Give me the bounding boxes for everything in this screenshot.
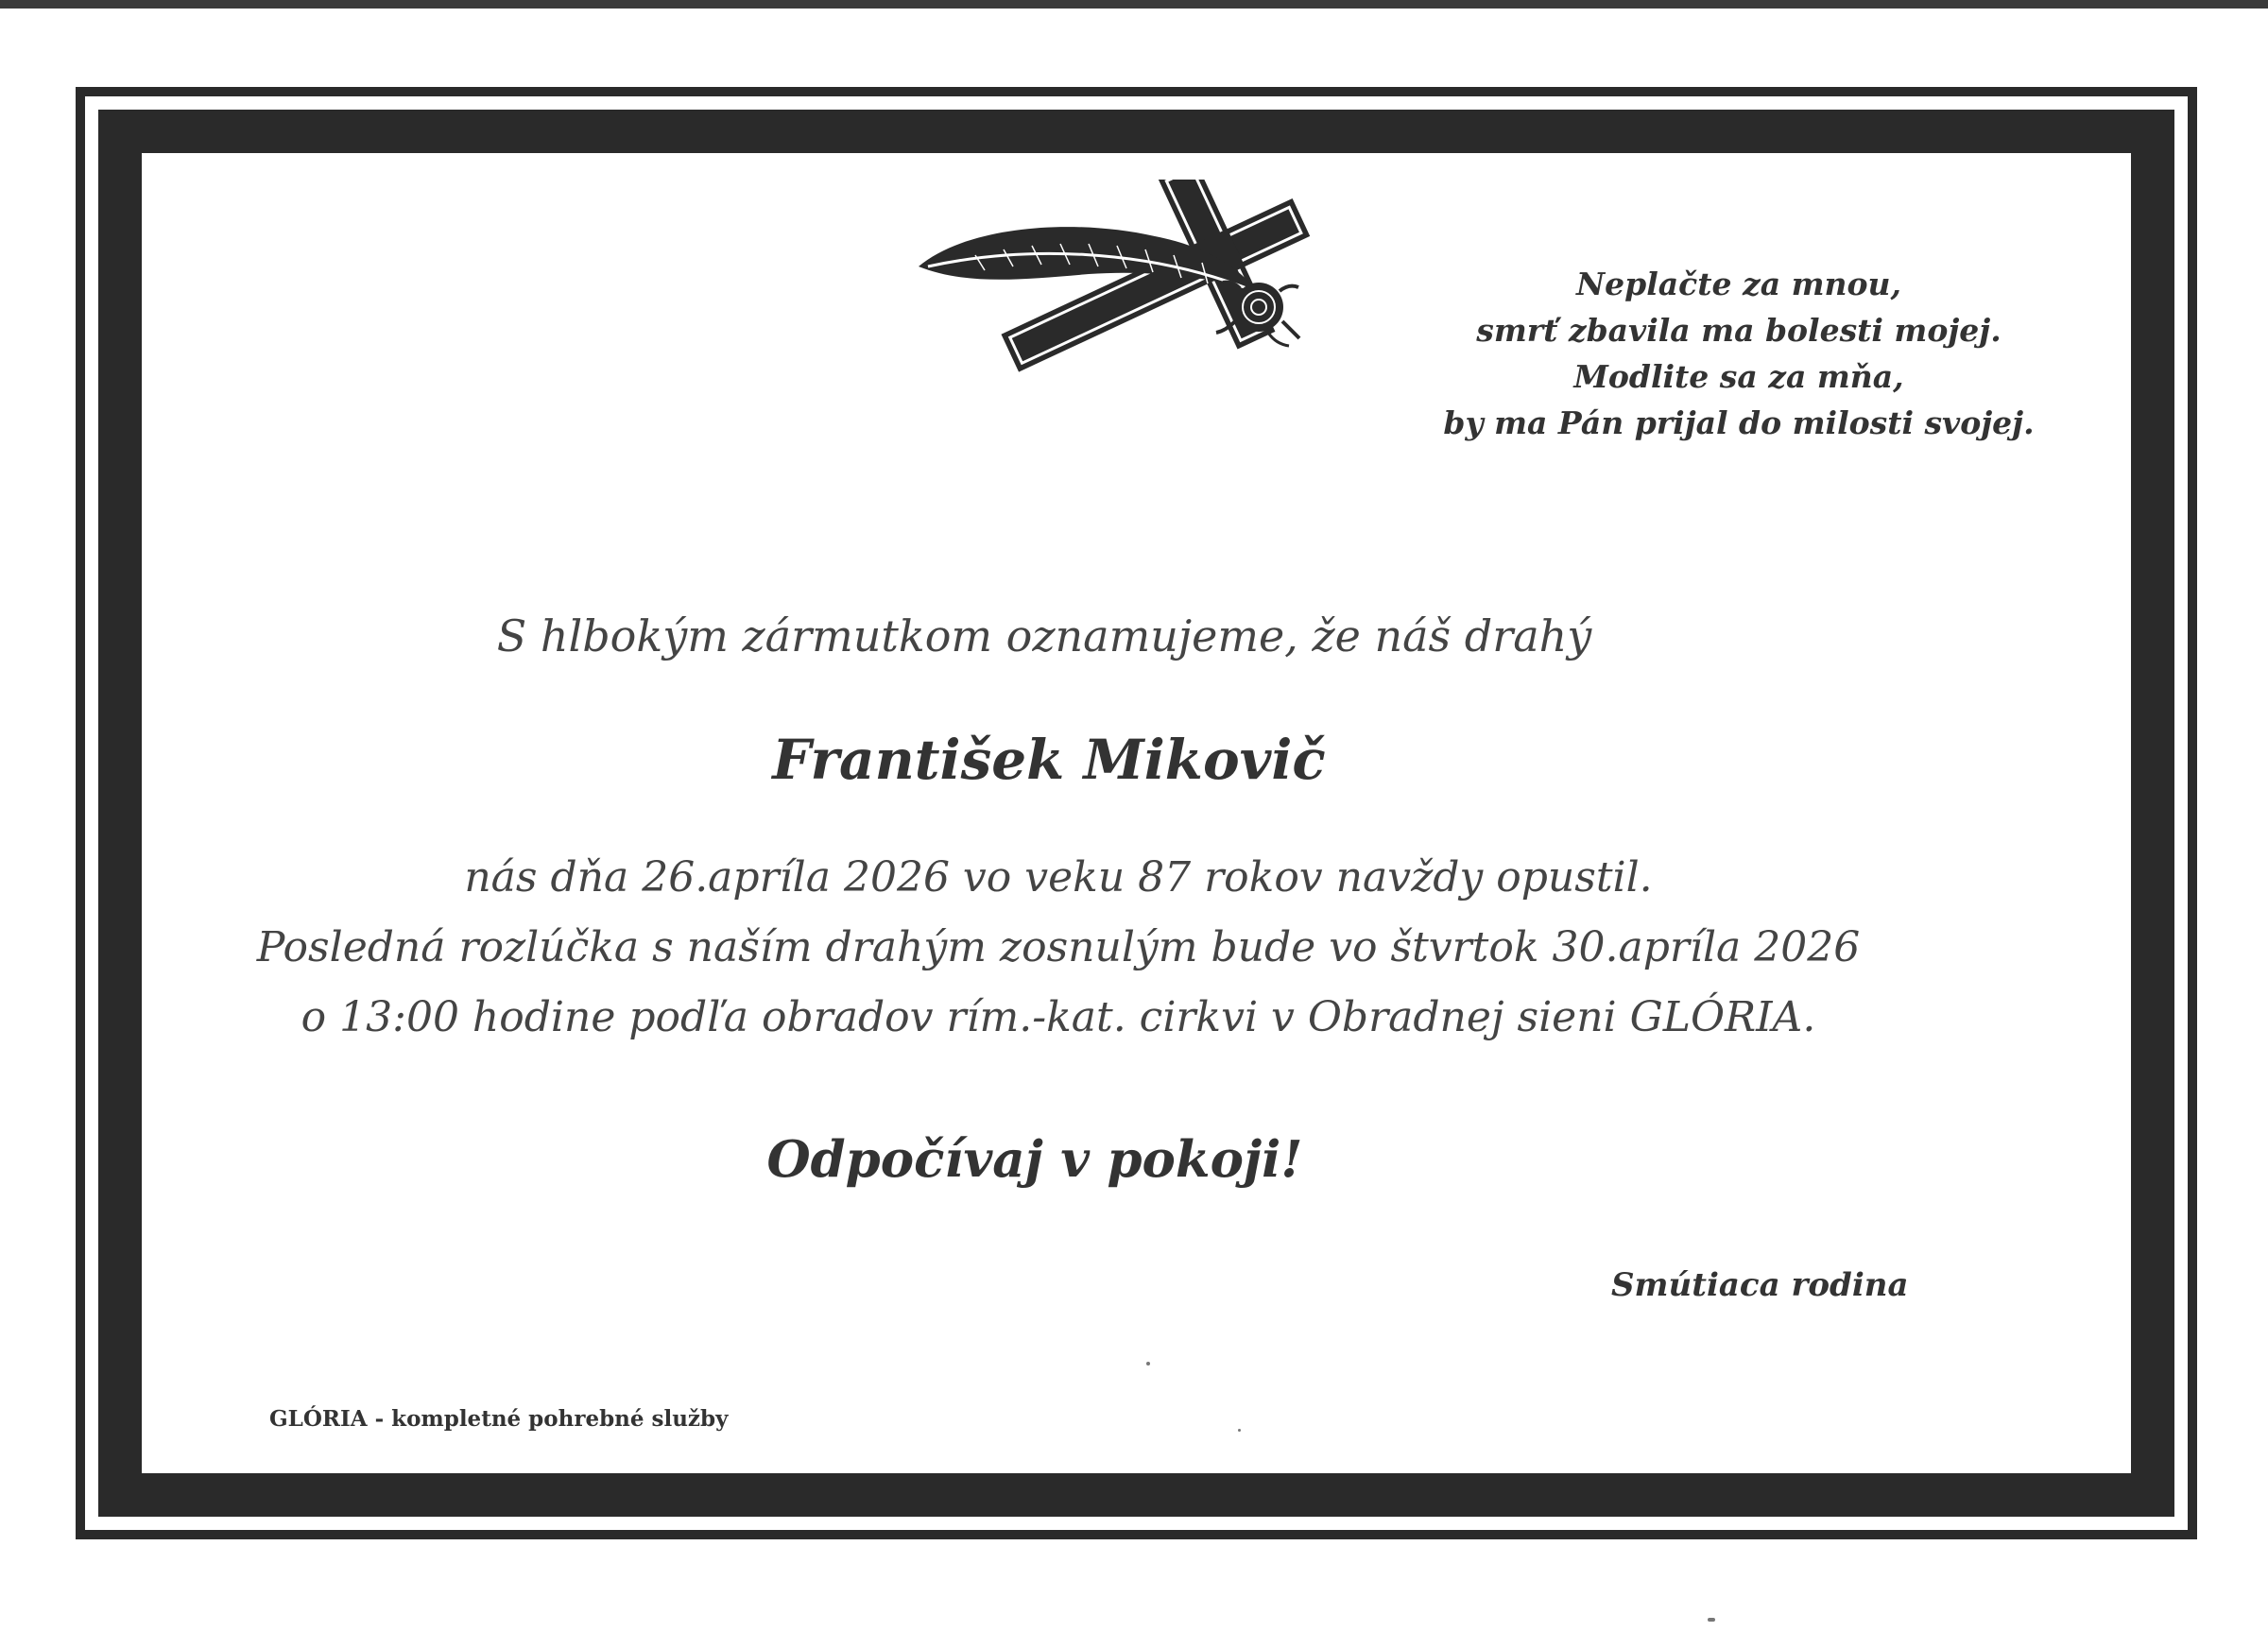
scan-speck — [1238, 1429, 1241, 1432]
farewell — [0, 1130, 2268, 1189]
intro-text: S hlbokým zármutkom oznamujeme, že náš drahý — [496, 610, 1592, 661]
poem-line: Modlite sa za mňa, — [1573, 358, 1904, 395]
family-signature: Smútiaca rodina — [1611, 1266, 1909, 1304]
announcement-intro — [0, 610, 2268, 661]
body-line: o 13:00 hodine podľa obradov rím.-kat. cirkvi v Obradnej sieni GLÓRIA. — [301, 993, 1816, 1041]
memorial-poem — [1399, 261, 2079, 446]
body-line: Posledná rozlúčka s naším drahým zosnulým bude vo štvrtok 30.apríla 2026 — [256, 923, 1861, 971]
body-line: nás dňa 26.apríla 2026 vo veku 87 rokov navždy opustil. — [464, 853, 1653, 902]
poem-line: by ma Pán prijal do milosti svojej. — [1443, 404, 2035, 441]
farewell-text: Odpočívaj v pokoji! — [766, 1130, 1303, 1189]
poem-line: Neplačte za mnou, — [1576, 266, 1901, 302]
top-edge-rule — [0, 0, 2268, 9]
deceased-name — [0, 728, 2268, 792]
scan-speck — [1708, 1618, 1715, 1622]
scan-speck — [1146, 1362, 1150, 1366]
cross-feather-rose-icon — [909, 180, 1344, 378]
announcement-body — [0, 843, 2268, 1053]
funeral-service-footer: GLÓRIA - kompletné pohrebné služby — [269, 1406, 729, 1432]
poem-line: smrť zbavila ma bolesti mojej. — [1476, 312, 2002, 349]
deceased-name-text: František Mikovič — [772, 728, 1326, 792]
